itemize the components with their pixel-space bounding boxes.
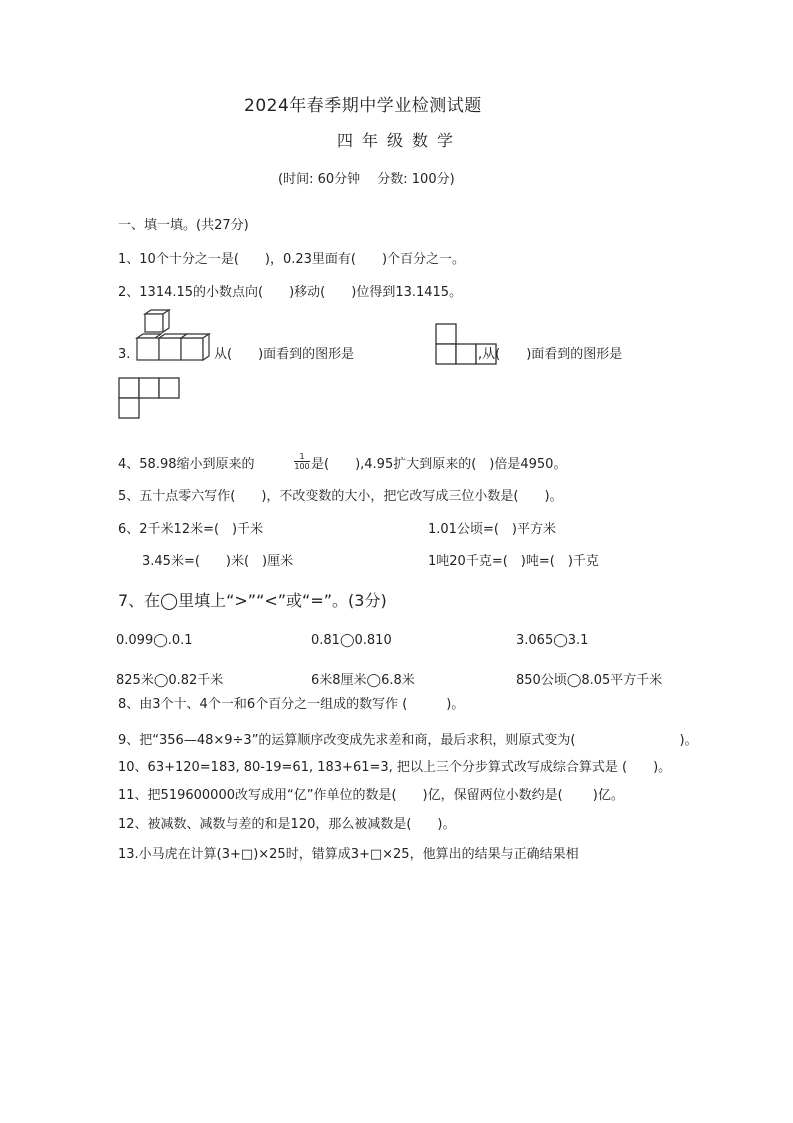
question-4-part-b: 是( ),4.95扩大到原来的( )倍是4950。: [311, 457, 567, 472]
exam-subtitle: 四年级数学: [337, 131, 463, 150]
question-1: 1、10个十分之一是( )，0.23里面有( )个百分之一。: [118, 252, 466, 267]
question-9: 9、把“356—48×9÷3”的运算顺序改变成先求差和商，最后求积，则原式变为( )。: [118, 733, 698, 748]
question-6-b: 1.01公顷=( )平方米: [428, 522, 556, 537]
t-shape-figure-icon: [117, 376, 181, 420]
exam-title: 2024年春季期中学业检测试题: [244, 96, 482, 116]
question-3-part-b: ,从( )面看到的图形是: [478, 347, 623, 362]
question-6-a: 6、2千米12米=( )千米: [118, 522, 264, 537]
question-8: 8、由3个十、4个一和6个百分之一组成的数写作 ( )。: [118, 697, 465, 712]
section-heading: 一、填一填。(共27分): [118, 218, 249, 233]
compare-item: 0.099◯.0.1: [116, 633, 193, 648]
question-6-c: 3.45米=( )米( )厘米: [142, 554, 294, 569]
fraction-one-hundredth: [294, 452, 310, 471]
question-13: 13.小马虎在计算(3+□)×25时，错算成3+□×25，他算出的结果与正确结果相: [118, 847, 579, 862]
fraction-denominator: 100: [294, 462, 310, 471]
question-12: 12、被减数、减数与差的和是120，那么被减数是( )。: [118, 817, 456, 832]
question-5: 5、五十点零六写作( )，不改变数的大小，把它改写成三位小数是( )。: [118, 489, 563, 504]
question-3-part-a: 从( )面看到的图形是: [214, 347, 355, 362]
question-11: 11、把519600000改写成用“亿”作单位的数是( )亿，保留两位小数约是( )亿。: [118, 788, 624, 803]
compare-item: 0.81◯0.810: [311, 633, 392, 648]
question-3-number: 3.: [118, 347, 131, 362]
compare-item: 3.065◯3.1: [516, 633, 589, 648]
question-4-part-a: 4、58.98缩小到原来的: [118, 457, 255, 472]
compare-item: 825米◯0.82千米: [116, 673, 224, 688]
compare-item: 6米8厘米◯6.8米: [311, 673, 415, 688]
question-2: 2、1314.15的小数点向( )移动( )位得到13.1415。: [118, 285, 463, 300]
compare-item: 850公顷◯8.05平方千米: [516, 673, 663, 688]
question-10: 10、63+120=183, 80-19=61, 183+61=3, 把以上三个分步算式改写成综合算式是 ( )。: [118, 760, 672, 775]
question-6-d: 1吨20千克=( )吨=( )千克: [428, 554, 599, 569]
question-7-heading: 7、在◯里填上“>”“<”或“=”。(3分): [118, 591, 387, 610]
fraction-numerator: 1: [294, 452, 310, 462]
exam-meta: (时间: 60分钟 分数: 100分): [278, 172, 455, 187]
cube-stack-figure-icon: [133, 308, 217, 362]
